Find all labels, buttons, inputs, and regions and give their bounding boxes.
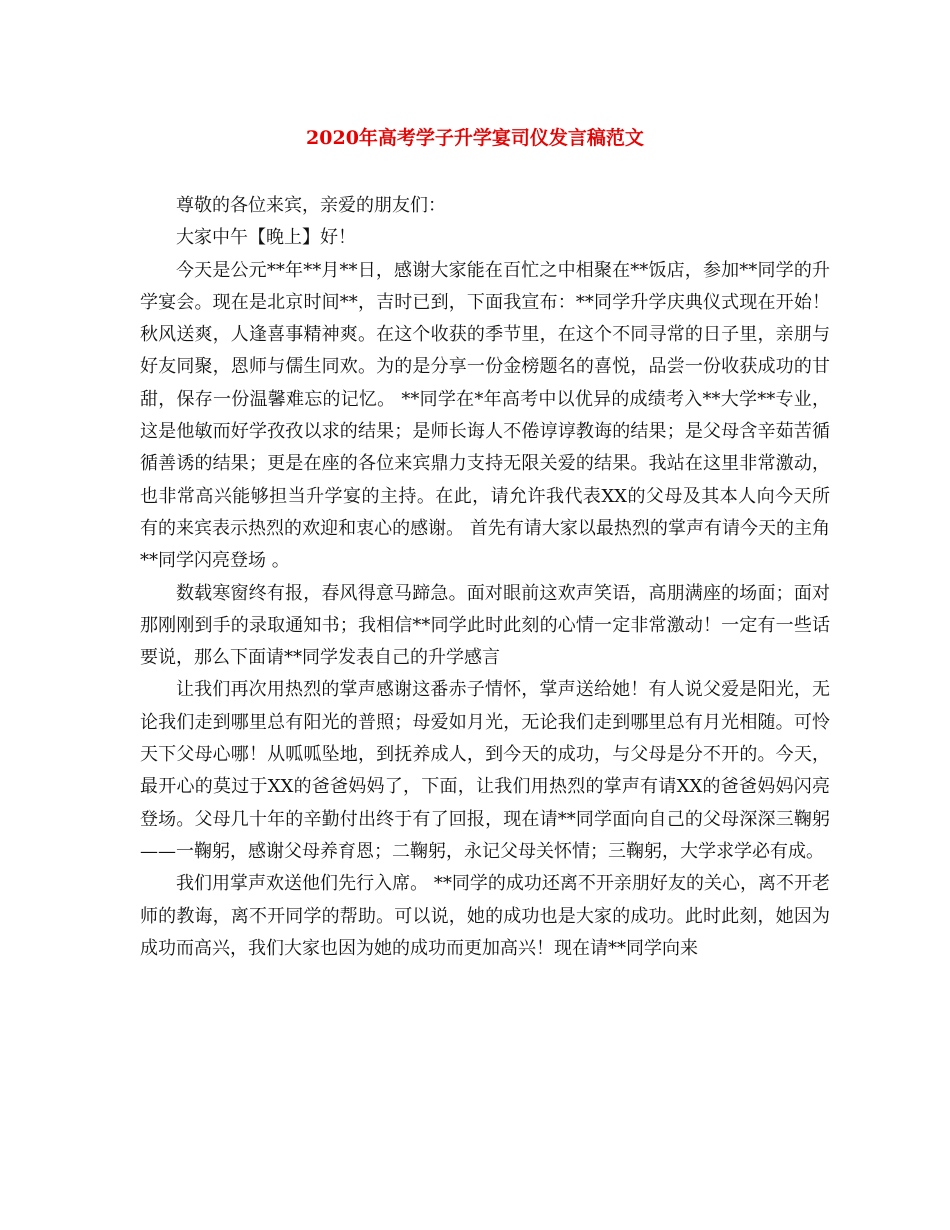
document-body <box>140 190 830 965</box>
paragraph-greeting: 大家中午【晚上】好！ <box>176 227 356 249</box>
paragraph-parents: 让我们再次用热烈的掌声感谢这番赤子情怀，掌声送给她！有人说父爱是阳光，无论我们走到哪里总有阳光的普照；母爱如月光，无论我们走到哪里总有月光相随。可怜天下父母心哪！从呱呱坠地，到抚养成人，到今天的成功，与父母是分不开的。今天，最开心的莫过于XX的爸爸妈妈了，下面，让我们用热烈的掌声有请XX的爸爸妈妈闪亮登场。父母几十年的辛勤付出终于有了回报，现在请**同学面向自己的父母深深三鞠躬——一鞠躬，感谢父母养育恩；二鞠躬，永记父母关怀情；三鞠躬，大学求学必有成。 <box>140 679 830 862</box>
paragraph-speech-intro: 数载寒窗终有报，春风得意马蹄急。面对眼前这欢声笑语，高朋满座的场面；面对那刚刚到手的录取通知书；我相信**同学此时此刻的心情一定非常激动！一定有一些话要说，那么下面请**同学发表自己的升学感言 <box>140 582 830 669</box>
paragraph-guests: 我们用掌声欢送他们先行入席。 **同学的成功还离不开亲朋好友的关心，离不开老师的教诲，离不开同学的帮助。可以说，她的成功也是大家的成功。此时此刻，她因为成功而高兴，我们大家也因为她的成功而更加高兴！现在请**同学向来 <box>140 873 830 959</box>
paragraph-opening: 今天是公元**年**月**日，感谢大家能在百忙之中相聚在**饭店，参加**同学的升学宴会。现在是北京时间**，吉时已到，下面我宣布：**同学升学庆典仪式现在开始！秋风送爽，人逢喜事精神爽。在这个收获的季节里，在这个不同寻常的日子里，亲朋与好友同聚，恩师与儒生同欢。为的是分享一份金榜题名的喜悦，品尝一份收获成功的甘甜，保存一份温馨难忘的记忆。 **同学在*年高考中以优异的成绩考入**大学**专业，这是他敏而好学孜孜以求的结果；是师长诲人不倦谆谆教诲的结果；是父母含辛茹苦循循善诱的结果；更是在座的各位来宾鼎力支持无限关爱的结果。我站在这里非常激动，也非常高兴能够担当升学宴的主持。在此，请允许我代表XX的父母及其本人向今天所有的来宾表示热烈的欢迎和衷心的感谢。 首先有请大家以最热烈的掌声有请今天的主角**同学闪亮登场 。 <box>140 259 830 572</box>
document-title: 2020年高考学子升学宴司仪发言稿范文 <box>306 127 644 149</box>
paragraph-salutation: 尊敬的各位来宾，亲爱的朋友们： <box>176 195 446 216</box>
